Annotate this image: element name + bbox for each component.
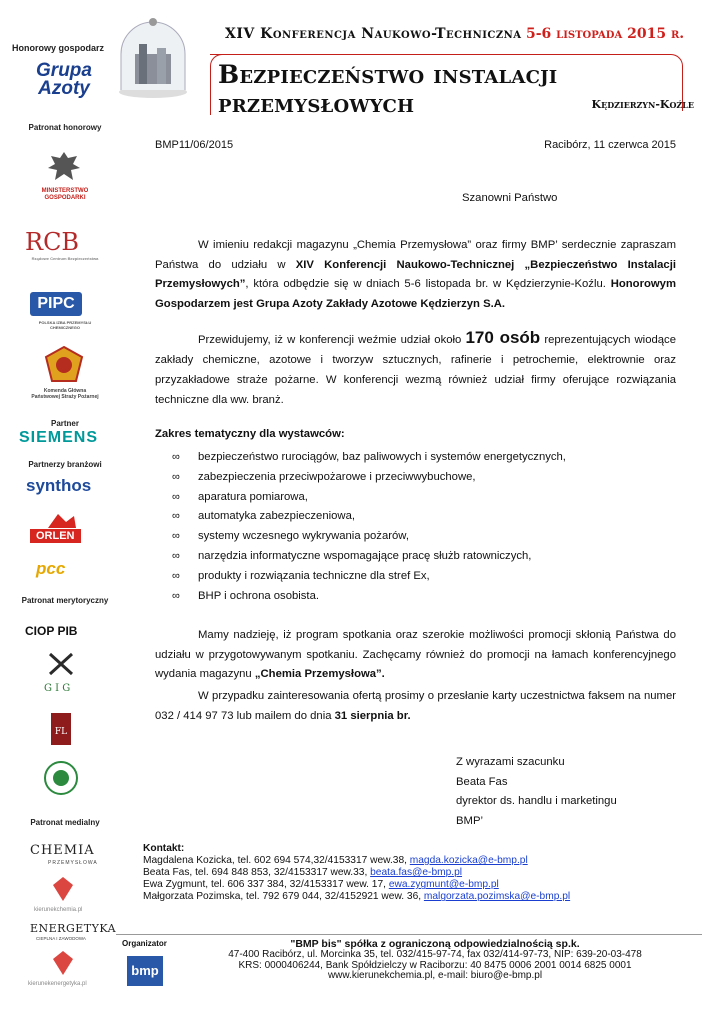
siemens-logo: SIEMENS (19, 429, 99, 446)
contact-email-link[interactable]: magda.kozicka@e-bmp.pl (409, 855, 528, 867)
gig-logo: G I G (44, 683, 71, 694)
grupa-azoty-logo: Grupa Azoty (36, 60, 92, 99)
topic-text: BHP i ochrona osobista. (198, 589, 319, 602)
orlen-logo: ORLEN (30, 529, 81, 543)
psp-label: Komenda Główna Państwowej Straży Pożarnej (31, 388, 99, 400)
contact-email-link[interactable]: beata.fas@e-bmp.pl (370, 867, 463, 879)
conference-dome-graphic (113, 14, 193, 100)
rcb-logo: RCB (25, 228, 80, 256)
salutation: Szanowni Państwo (462, 192, 558, 204)
topics-title: Zakres tematyczny dla wystawców: (155, 428, 345, 440)
institute-emblem-icon (50, 712, 72, 746)
conference-city: Kędzierzyn-Koźle (591, 98, 694, 111)
bullet-icon: ∞ (172, 470, 180, 483)
contact-email-link[interactable]: ewa.zygmunt@e-bmp.pl (388, 879, 499, 891)
topic-item (172, 468, 566, 488)
signer-title: dyrektor ds. handlu i marketingu (456, 795, 617, 808)
rcb-sublabel: Rządowe Centrum Bezpieczeństwa (31, 256, 99, 261)
bullet-icon: ∞ (172, 549, 180, 562)
organizer-label: Organizator (122, 939, 167, 948)
energetyka-sublabel: CIEPLNA I ZAWODOWA (36, 936, 86, 941)
orlen-eagle-icon (44, 512, 80, 528)
contact-row: Małgorzata Pozimska, tel. 792 679 044, 32/4152921 wew. 36, malgorzata.pozimska@e-bmp.pl (143, 891, 571, 903)
media-patronage-label: Patronat medialny (30, 818, 100, 827)
merit-patronage-label: Patronat merytoryczny (21, 596, 109, 605)
topic-item (172, 527, 566, 547)
topic-text: bezpieczeństwo rurociągów, baz paliwowych i systemów energetycznych, (198, 451, 566, 463)
topic-item (172, 448, 566, 468)
ciop-pib-logo: CIOP PIB (25, 624, 78, 638)
organizer-bank: KRS: 0000406244, Bank Spółdzielczy w Raciborzu: 40 8475 0006 2001 0014 6825 0001 (238, 959, 632, 971)
bullet-icon: ∞ (172, 589, 180, 602)
paragraph-attendance: Przewidujemy, iż w konferencji weźmie udział około 170 osób reprezentujących wiodące zakłady chemiczne, azotowe i tworzyw sztucznych, rafinerie i petrochemie, elektrownie oraz przyzakładowe straże pożarne. W konferencji wezmą również udział firmy oferujące rozwiązania techniczne dla ww. branż. (155, 328, 676, 406)
paragraph-invitation: W imieniu redakcji magazynu „Chemia Przemysłowa” oraz firmy BMP’ serdecznie zapraszam Państwa do udziału w XIV Konferencji Naukowo-Technicznej „Bezpieczeństwo Instalacji Przemysłowych”, która odbędzie się w dniach 5-6 listopada br. w Kędzierzynie-Koźlu. Honorowym Gospodarzem jest Grupa Azoty Zakłady Azotowe Kędzierzyn S.A. (155, 239, 676, 310)
chemia-logo: CHEMIA (30, 843, 95, 858)
contact-row: Ewa Zygmunt, tel. 606 337 384, 32/4153317 wew. 17, ewa.zygmunt@e-bmp.pl (143, 879, 499, 891)
chemia-sublabel: PRZEMYSŁOWA (48, 860, 98, 866)
kierunek-chemia-label: kierunekchemia.pl (34, 907, 83, 913)
signer-company: BMP’ (456, 814, 483, 827)
bullet-icon: ∞ (172, 451, 180, 463)
closing: Z wyrazami szacunku (456, 756, 565, 768)
pipc-sublabel: POLSKA IZBA PRZEMYSŁU CHEMICZNEGO (38, 320, 92, 330)
contact-email-link[interactable]: malgorzata.pozimska@e-bmp.pl (423, 891, 571, 903)
svg-text:FL: FL (54, 727, 68, 737)
conference-title: Bezpieczeństwo instalacji przemysłowych (218, 60, 558, 118)
paragraph-promotion: Mamy nadzieję, iż program spotkania oraz szerokie możliwości promocji skłonią Państwa do udziału w przygotowywanym spotkaniu. Zachęcamy również do promocji na łamach konferencyjnego wydania magazynu „Chemia Przemysłowa”. (155, 629, 676, 681)
conference-dates: 5-6 listopada 2015 r. (526, 26, 685, 42)
topic-item (172, 547, 566, 567)
letter-date: Racibórz, 11 czerwca 2015 (544, 139, 676, 151)
fire-brigade-emblem-icon (42, 345, 86, 385)
topic-text: systemy wczesnego wykrywania pożarów, (198, 530, 409, 543)
signature-block (456, 753, 617, 831)
bullet-icon: ∞ (172, 490, 180, 503)
contact-row: Beata Fas, tel. 694 848 853, 32/4153317 wew.33, beata.fas@e-bmp.pl (143, 867, 463, 879)
topic-item (172, 507, 566, 527)
patronage-label: Patronat honorowy (28, 123, 102, 132)
contact-block (143, 843, 570, 903)
bullet-icon: ∞ (172, 510, 180, 523)
eagle-emblem-icon (47, 150, 81, 188)
pcc-logo: pcc (36, 559, 66, 578)
energetyka-logo: ENERGETYKA (30, 922, 117, 935)
topic-text: automatyka zabezpieczeniowa, (198, 510, 355, 523)
kierunek-chemia-logo-icon (52, 876, 74, 902)
bmp-logo: bmp (127, 956, 163, 986)
honorary-host-label: Honorowy gospodarz (12, 43, 104, 53)
organizer-company: "BMP bis" spółka z ograniczoną odpowiedzialnością sp.k. (290, 938, 580, 950)
conference-name: XIV Konferencja Naukowo-Techniczna (225, 26, 522, 42)
partner-label: Partner (50, 419, 79, 428)
letter-reference: BMP11/06/2015 (155, 139, 234, 151)
attendance-count: 170 osób (465, 328, 541, 347)
topic-text: produkty i rozwiązania techniczne dla stref Ex, (198, 569, 430, 582)
bullet-icon: ∞ (172, 530, 180, 543)
university-seal-icon (43, 760, 79, 796)
topic-item (172, 488, 566, 508)
paragraph-deadline: W przypadku zainteresowania ofertą prosimy o przesłanie karty uczestnictwa faksem na numer 032 / 414 97 73 lub mailem do dnia 31 sierpnia br. (155, 690, 676, 722)
gig-emblem-icon (46, 650, 76, 678)
topics-list (172, 448, 566, 606)
topic-text: zabezpieczenia przeciwpożarowe i przeciwwybuchowe, (198, 470, 476, 483)
kierunek-energetyka-logo-icon (52, 950, 74, 976)
organizer-details (200, 939, 670, 982)
kierunek-energetyka-label: kierunekenergetyka.pl (28, 981, 87, 987)
topic-text: narzędzia informatyczne wspomagające pracę służb ratowniczych, (198, 549, 532, 562)
deadline-date: 31 sierpnia br. (334, 709, 411, 722)
topic-item (172, 567, 566, 587)
organizer-address: 47-400 Racibórz, ul. Morcinka 35, tel. 032/415-97-74, fax 032/414-97-73, NIP: 639-20-03-478 (228, 948, 642, 960)
topic-item (172, 587, 566, 607)
topic-text: aparatura pomiarowa, (198, 490, 308, 503)
footer-rule (116, 934, 702, 935)
bullet-icon: ∞ (172, 569, 180, 582)
organizer-web: www.kierunekchemia.pl, e-mail: biuro@e-bmp.pl (327, 970, 543, 982)
industry-partners-label: Partnerzy branżowi (28, 460, 102, 469)
signer-name: Beata Fas (456, 775, 508, 788)
pipc-logo: PIPC (30, 292, 82, 316)
contact-row: Magdalena Kozicka, tel. 602 694 574,32/4153317 wew.38, magda.kozicka@e-bmp.pl (143, 855, 528, 867)
contact-title: Kontakt: (143, 843, 185, 854)
ministry-label: MINISTERSTWO GOSPODARKI (41, 188, 89, 201)
synthos-logo: synthos (26, 476, 92, 495)
